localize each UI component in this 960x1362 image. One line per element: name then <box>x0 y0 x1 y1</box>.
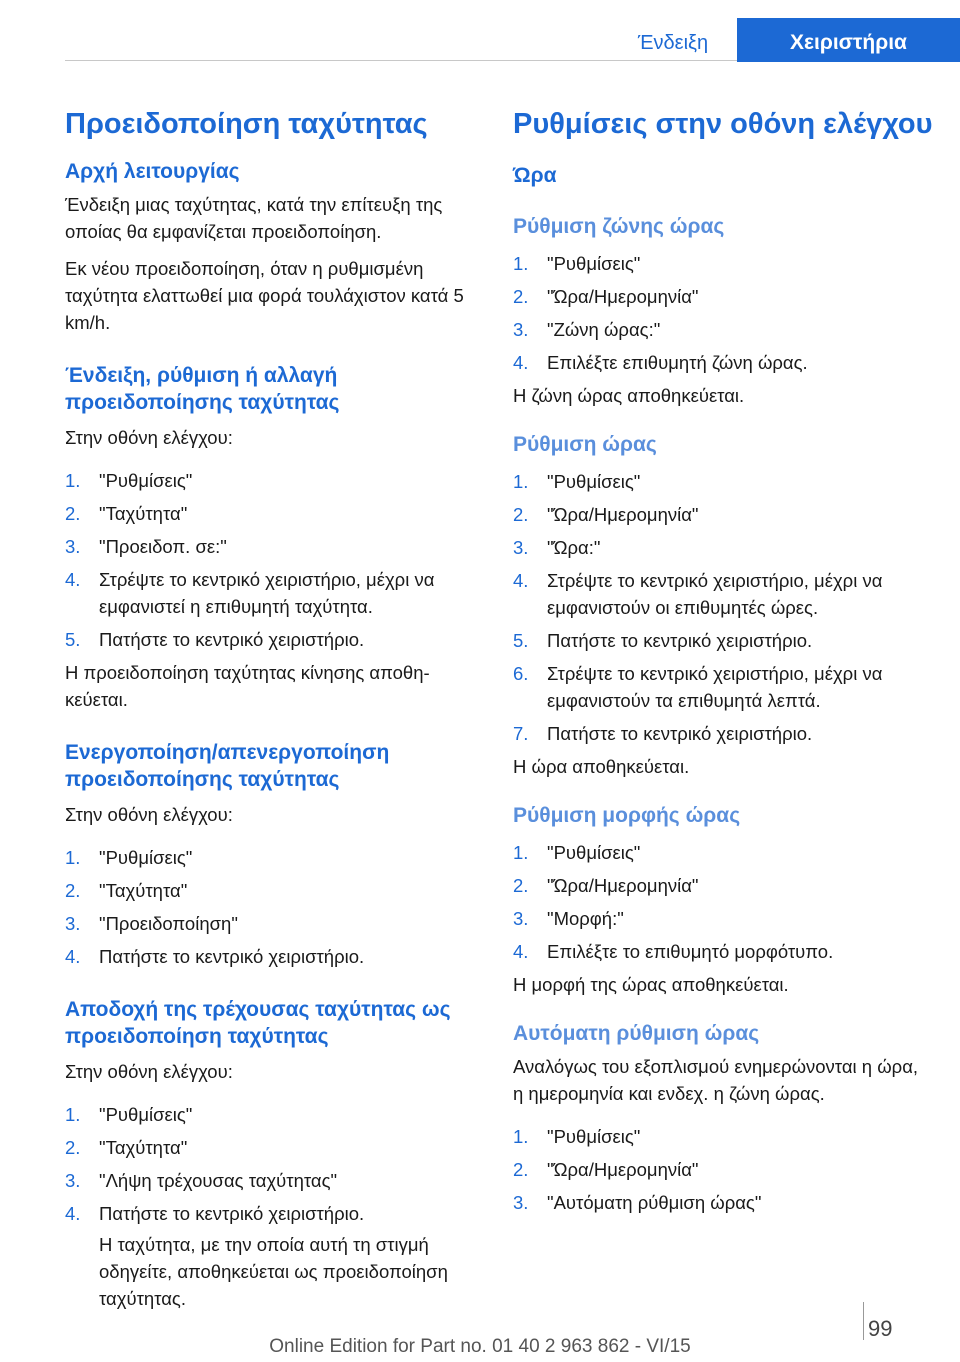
list-item: 1. "Ρυθμίσεις" <box>513 471 641 492</box>
list-item: 1. "Ρυθμίσεις" <box>65 847 193 868</box>
list-item: 4. Στρέψτε το κεντρικό χειριστήριο, μέχρι να εμφανιστεί η επιθυμητή ταχύτητα. <box>65 569 435 617</box>
list-item: 3. "Ώρα:" <box>513 537 601 558</box>
steps-list <box>513 839 933 965</box>
right-column <box>513 100 933 1222</box>
edition-footer: Online Edition for Part no. 01 40 2 963 862 - VI/15 <box>269 1336 691 1357</box>
list-item: 5. Πατήστε το κεντρικό χειριστήριο. <box>513 630 813 651</box>
list-item: 1. "Ρυθμίσεις" <box>513 253 641 274</box>
list-item: 1. "Ρυθμίσεις" <box>65 1104 193 1125</box>
tab-display[interactable]: Ένδειξη <box>637 32 709 54</box>
list-item: 2. "Ώρα/Ημερομηνία" <box>513 504 699 525</box>
list-item: 3. "Λήψη τρέχουσας ταχύτητας" <box>65 1170 338 1191</box>
list-item: 4. Στρέψτε το κεντρικό χειριστήριο, μέχρι να εμφανιστούν οι επιθυμητές ώρες. <box>513 570 883 618</box>
list-item: 2. "Ώρα/Ημερομηνία" <box>513 1159 699 1180</box>
steps-list <box>65 1101 485 1227</box>
list-item: 4. Επιλέξτε το επιθυμητό μορφότυπο. <box>513 941 834 962</box>
list-item: 3. "Προειδοποίηση" <box>65 913 238 934</box>
heading-principle: Αρχή λειτουργίας <box>65 160 240 183</box>
tab-controls[interactable]: Χειριστήρια <box>737 18 960 62</box>
list-item: 1. "Ρυθμίσεις" <box>65 470 193 491</box>
list-item: 3. "Ζώνη ώρας:" <box>513 319 661 340</box>
steps-list <box>513 250 933 376</box>
list-item: 7. Πατήστε το κεντρικό χειριστήριο. <box>513 723 813 744</box>
list-item: 3. "Αυτόματη ρύθμιση ώρας" <box>513 1192 762 1213</box>
heading-time: Ώρα <box>513 164 557 187</box>
heading-set-time: Ρύθμιση ώρας <box>513 433 657 456</box>
list-item: 5. Πατήστε το κεντρικό χειριστήριο. <box>65 629 365 650</box>
step-note: Η ταχύτητα, με την οποία αυτή τη στιγμή οδηγείτε, αποθηκεύεται ως προειδοποίηση ταχύτητας. <box>99 1234 448 1309</box>
list-item: 2. "Ώρα/Ημερομηνία" <box>513 286 699 307</box>
steps-list <box>65 467 485 653</box>
list-item: 2. "Ώρα/Ημερομηνία" <box>513 875 699 896</box>
list-item: 6. Στρέψτε το κεντρικό χειριστήριο, μέχρι να εμφανιστούν τα επιθυμητά λεπτά. <box>513 663 883 711</box>
list-item: 2. "Ταχύτητα" <box>65 880 188 901</box>
heading-display-set-change: Ένδειξη, ρύθμιση ή αλλαγή προειδοποίησης ταχύτητας <box>65 364 340 414</box>
steps-list <box>513 468 933 747</box>
steps-list <box>65 844 485 970</box>
list-item: 3. "Προειδοπ. σε:" <box>65 536 227 557</box>
principle-text-1: Ένδειξη μιας ταχύτητας, κατά την επίτευξη της οποίας θα εμφανίζεται προειδοποίηση. <box>65 194 443 242</box>
intro-text: Στην οθόνη ελέγχου: <box>65 1061 233 1082</box>
list-item: 1. "Ρυθμίσεις" <box>513 842 641 863</box>
after-text: Η ζώνη ώρας αποθηκεύεται. <box>513 385 745 406</box>
list-item: 3. "Μορφή:" <box>513 908 624 929</box>
steps-list <box>513 1123 933 1216</box>
section-title-speed-warning: Προειδοποίηση ταχύτητας <box>65 108 428 140</box>
list-item: 1. "Ρυθμίσεις" <box>513 1126 641 1147</box>
footer-divider <box>863 1302 864 1340</box>
heading-accept-current-speed: Αποδοχή της τρέχουσας ταχύτητας ως προειδοποίηση ταχύτητας <box>65 998 451 1048</box>
heading-automatic-time: Αυτόματη ρύθμιση ώρας <box>513 1022 760 1045</box>
intro-text: Στην οθόνη ελέγχου: <box>65 427 233 448</box>
list-item: 4. Πατήστε το κεντρικό χειριστήριο. <box>65 946 365 967</box>
after-text: Η μορφή της ώρας αποθηκεύεται. <box>513 974 789 995</box>
header-rule <box>65 60 737 61</box>
section-title-control-display-settings: Ρυθμίσεις στην οθόνη ελέγχου <box>513 108 933 140</box>
principle-text-2: Εκ νέου προειδοποίηση, όταν η ρυθμισμένη ταχύτητα ελαττωθεί μια φορά τουλάχιστον κατά 5 km/h. <box>65 258 464 333</box>
intro-text: Στην οθόνη ελέγχου: <box>65 804 233 825</box>
list-item: 4. Επιλέξτε επιθυμητή ζώνη ώρας. <box>513 352 808 373</box>
heading-activate-deactivate: Ενεργοποίηση/απενεργοποίηση προειδοποίησης ταχύτητας <box>65 741 390 791</box>
intro-text: Αναλόγως του εξοπλισμού ενημερώνονται η ώρα, η ημερομηνία και ενδεχ. η ζώνη ώρας. <box>513 1056 919 1104</box>
after-text: Η προειδοποίηση ταχύτητας κίνησης αποθη‐κεύεται. <box>65 662 430 710</box>
after-text: Η ώρα αποθηκεύεται. <box>513 756 690 777</box>
left-column <box>65 100 485 1312</box>
list-item: 4. Πατήστε το κεντρικό χειριστήριο. <box>65 1203 365 1224</box>
list-item: 2. "Ταχύτητα" <box>65 1137 188 1158</box>
heading-time-zone: Ρύθμιση ζώνης ώρας <box>513 215 725 238</box>
page-number: 99 <box>868 1316 893 1341</box>
heading-time-format: Ρύθμιση μορφής ώρας <box>513 804 741 827</box>
list-item: 2. "Ταχύτητα" <box>65 503 188 524</box>
page-header <box>0 0 960 62</box>
